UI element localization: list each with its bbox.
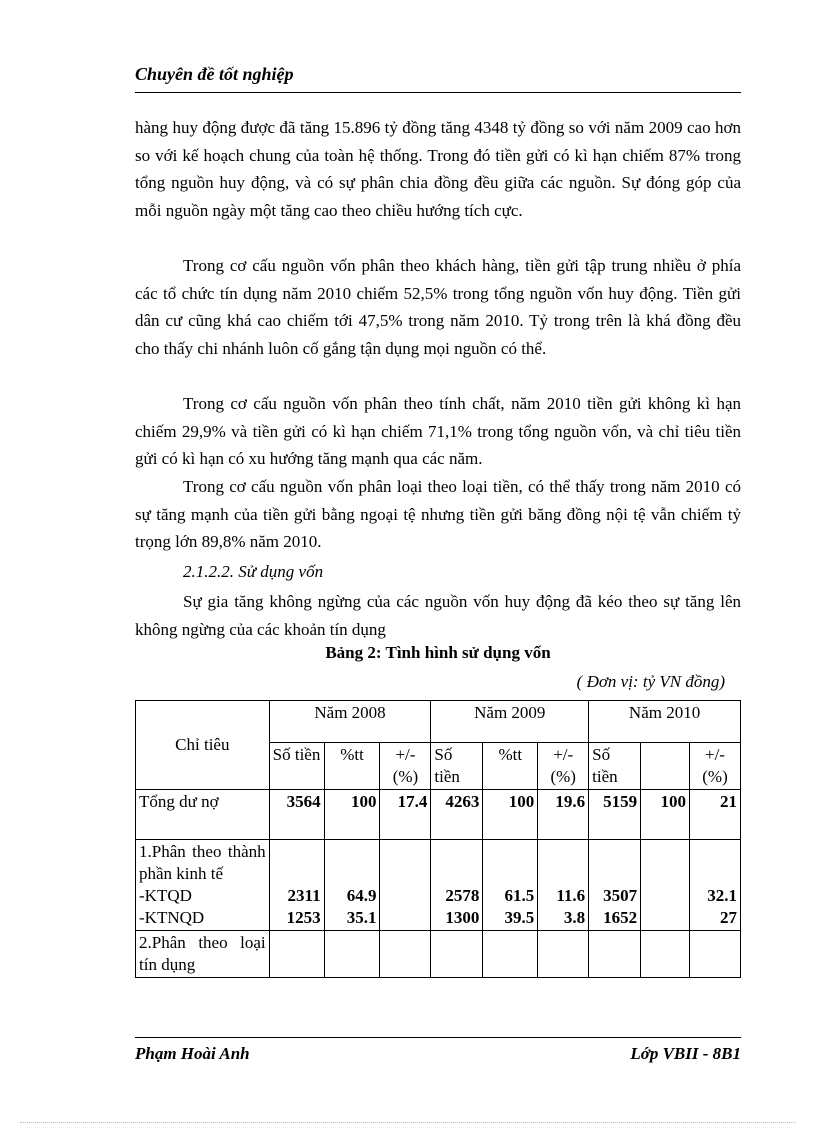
empty-cell xyxy=(538,931,589,978)
empty-cell xyxy=(589,931,641,978)
subheader-change: +/- (%) xyxy=(380,743,431,790)
page-footer xyxy=(135,1037,741,1068)
cell-value: 19.6 xyxy=(538,790,589,840)
subheader-change: +/- (%) xyxy=(538,743,589,790)
empty-cell xyxy=(641,931,690,978)
empty-cell xyxy=(380,931,431,978)
header-year-2010: Năm 2010 xyxy=(589,701,741,743)
cell-value: 61.5 39.5 xyxy=(483,840,538,931)
cell-value: 100 xyxy=(483,790,538,840)
cell-value: 3564 xyxy=(269,790,324,840)
cell-value: 2578 1300 xyxy=(431,840,483,931)
subheader-share-empty xyxy=(641,743,690,790)
paragraph-4: Trong cơ cấu nguồn vốn phân loại theo loại tiền, có thể thấy trong năm 2010 có sự tăng mạnh của tiền gửi bằng ngoại tệ nhưng tiền gửi băng đồng nội tệ vẫn chiếm tỷ trọng lớn 89,8% năm 2010. xyxy=(135,477,741,552)
paragraph-5: Sự gia tăng không ngừng của các nguồn vốn huy động đã kéo theo sự tăng lên không ngừng của các khoản tín dụng xyxy=(135,592,741,639)
cell-value: 11.6 3.8 xyxy=(538,840,589,931)
row-label: -KTQD xyxy=(139,886,192,905)
subheader-share: %tt xyxy=(324,743,380,790)
empty-cell xyxy=(690,931,741,978)
cell-value: 5159 xyxy=(589,790,641,840)
row-label: 1.Phân theo thành phần kinh tế xyxy=(139,842,266,883)
row-label: 2.Phân theo loại tín dụng xyxy=(136,931,270,978)
table-row-credit-type xyxy=(136,931,741,978)
header-title: Chuyên đề tốt nghiệp xyxy=(135,64,294,84)
cell-value xyxy=(641,840,690,931)
empty-cell xyxy=(269,931,324,978)
section-heading: 2.1.2.2. Sử dụng vốn xyxy=(183,562,324,581)
subheader-amount: Số tiền xyxy=(431,743,483,790)
empty-cell xyxy=(431,931,483,978)
cell-value: 64.9 35.1 xyxy=(324,840,380,931)
subheader-change: +/- (%) xyxy=(690,743,741,790)
cell-value: 21 xyxy=(690,790,741,840)
row-label: -KTNQD xyxy=(139,908,205,927)
page-header xyxy=(135,64,741,93)
subheader-amount: Số tiền xyxy=(269,743,324,790)
footer-class: Lớp VBII - 8B1 xyxy=(630,1044,741,1063)
credit-usage-table xyxy=(135,700,741,978)
empty-cell xyxy=(483,931,538,978)
header-year-2009: Năm 2009 xyxy=(431,701,589,743)
cell-value: 100 xyxy=(324,790,380,840)
table-unit: ( Đơn vị: tỷ VN đồng) xyxy=(576,672,725,691)
cell-value: 4263 xyxy=(431,790,483,840)
header-indicator: Chỉ tiêu xyxy=(136,701,270,790)
table-caption: Bảng 2: Tình hình sử dụng vốn xyxy=(325,643,551,662)
cell-value: 2311 1253 xyxy=(269,840,324,931)
cell-value: 100 xyxy=(641,790,690,840)
paragraph-1: hàng huy động được đã tăng 15.896 tỷ đồng tăng 4348 tỷ đồng so với năm 2009 cao hơn so với kế hoạch chung của toàn hệ thống. Trong đó tiền gửi có kì hạn chiếm 87% trong tổng nguồn huy động, và có sự phân chia đồng đều giữa các nguồn. Sự đóng góp của mỗi nguồn ngày một tăng cao theo chiều hướng tích cực. xyxy=(135,118,741,220)
table-row-economic-sector xyxy=(136,840,741,931)
subheader-amount: Số tiền xyxy=(589,743,641,790)
row-label: Tổng dư nợ xyxy=(136,790,270,840)
cell-value: 32.1 27 xyxy=(690,840,741,931)
row-label-cell xyxy=(136,840,270,931)
paragraph-2: Trong cơ cấu nguồn vốn phân theo khách hàng, tiền gửi tập trung nhiều ở phía các tổ chức tín dụng năm 2010 chiếm 52,5% trong tổng nguồn vốn huy động. Tiền gửi dân cư cũng khá cao chiếm tới 47,5% trong năm 2010. Tỷ trong trên là khá đồng đều cho thấy chi nhánh luôn cố gắng tận dụng mọi nguồn có thể. xyxy=(135,256,741,358)
paragraph-3: Trong cơ cấu nguồn vốn phân theo tính chất, năm 2010 tiền gửi không kì hạn chiếm 29,9% và tiền gửi có kì hạn chiếm 71,1% trong tổng nguồn vốn, và chỉ tiêu tiền gửi có kì hạn có xu hướng tăng mạnh qua các năm. xyxy=(135,394,741,469)
cell-value: 3507 1652 xyxy=(589,840,641,931)
subheader-share: %tt xyxy=(483,743,538,790)
header-year-2008: Năm 2008 xyxy=(269,701,431,743)
cell-value: 17.4 xyxy=(380,790,431,840)
footer-author: Phạm Hoài Anh xyxy=(135,1044,250,1063)
cell-value xyxy=(380,840,431,931)
table-row-total xyxy=(136,790,741,840)
empty-cell xyxy=(324,931,380,978)
table-header-row xyxy=(136,701,741,743)
